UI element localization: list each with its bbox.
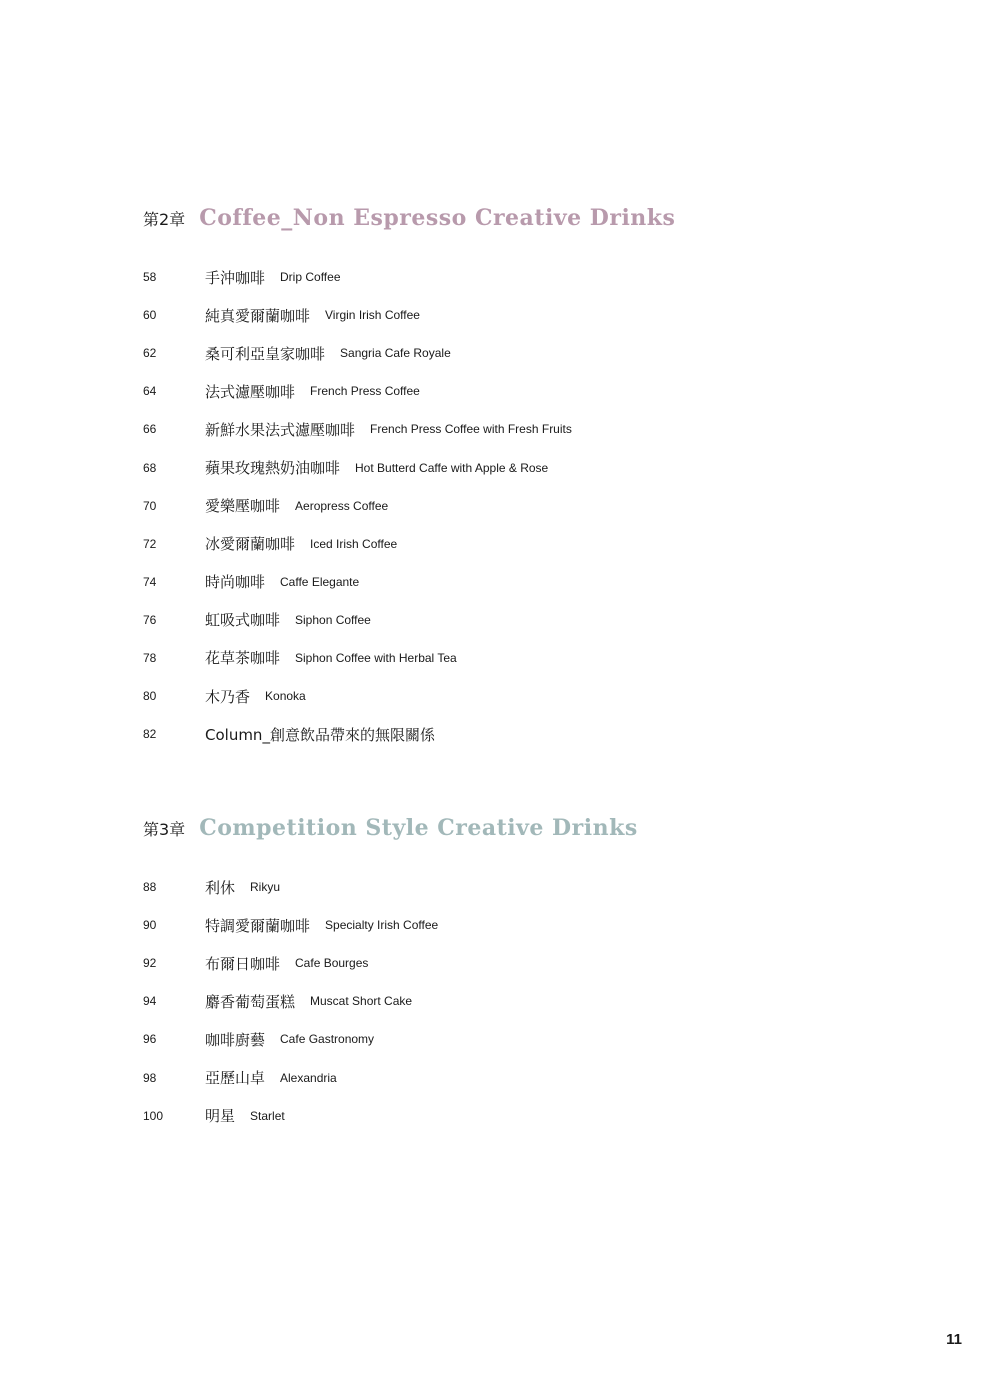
toc-entry-title-zh: 利休 [205,878,236,897]
toc-entry-title-en: French Press Coffee with Fresh Fruits [370,422,572,437]
toc-entry [143,448,943,486]
toc-entry-title-en: Specialty Irish Coffee [325,918,439,933]
toc-entry-title-zh: 明星 [205,1107,236,1126]
toc-entry-title-zh: 冰愛爾蘭咖啡 [205,535,296,554]
toc-entry-title-en: Siphon Coffee with Herbal Tea [295,650,457,665]
chapter-2-title: Coffee_Non Espresso Creative Drinks [199,205,676,231]
toc-entry-title-zh: 木乃香 [205,687,251,706]
toc-entry-title-zh: 特調愛爾蘭咖啡 [205,916,311,935]
toc-entry [143,715,943,753]
toc-entry-page-number: 72 [143,536,157,551]
toc-entry-page-number: 76 [143,612,157,627]
toc-entry-page-number: 82 [143,727,157,742]
toc-entry-page-number: 66 [143,422,157,437]
toc-entry-title-zh: 咖啡廚藝 [205,1030,266,1049]
chapter-3-heading [143,813,943,843]
toc-entry-title-zh: 純真愛爾蘭咖啡 [205,306,311,325]
toc-entry-page-number: 94 [143,994,157,1009]
toc-entry-title-en: Hot Butterd Caffe with Apple & Rose [355,460,549,475]
toc-entry-page-number: 92 [143,956,157,971]
toc-entry [143,982,943,1020]
toc-entry-page-number: 88 [143,880,157,895]
toc-entry [143,296,943,334]
toc-entry-title-en: Rikyu [250,880,281,895]
toc-entry-title-zh: 蘋果玫瑰熱奶油咖啡 [205,459,341,478]
toc-entry-page-number: 60 [143,308,157,323]
toc-entry-title-en: French Press Coffee [310,384,420,399]
toc-entry-title-en: Cafe Gastronomy [280,1032,375,1047]
toc-entry-title-en: Drip Coffee [280,270,341,285]
toc-entry [143,1097,943,1135]
toc-entry-page-number: 68 [143,460,157,475]
toc-entry-title-zh: 法式濾壓咖啡 [205,382,296,401]
toc-entry-page-number: 74 [143,574,157,589]
toc-entry [143,677,943,715]
toc-entry-title-zh: 愛樂壓咖啡 [205,497,281,516]
toc-entry-title-zh: 虹吸式咖啡 [205,611,281,630]
chapter-2-entries [143,258,943,753]
chapter-2-label: 第2章 [143,209,186,229]
toc-entry-page-number: 58 [143,270,157,285]
toc-entry-title-en: Iced Irish Coffee [310,536,398,551]
toc-entry-title-en: Cafe Bourges [295,956,369,971]
toc-entry-page-number: 90 [143,918,157,933]
toc-entry-title-zh: 花草茶咖啡 [205,649,281,668]
toc-entry-page-number: 70 [143,498,157,513]
chapter-2-heading [143,203,943,233]
toc-entry [143,1058,943,1096]
toc-entry-page-number: 62 [143,346,157,361]
toc-entry [143,906,943,944]
chapter-3-title: Competition Style Creative Drinks [199,815,638,841]
toc-entry [143,868,943,906]
toc-entry [143,258,943,296]
toc-entry [143,601,943,639]
toc-entry [143,334,943,372]
toc-entry-title-en: Alexandria [280,1070,337,1085]
toc-entry-title-en: Aeropress Coffee [295,498,389,513]
toc-entry-title-en: Caffe Elegante [280,574,360,589]
toc-entry-title-zh: Column_創意飲品帶來的無限關係 [205,725,435,744]
chapter-3-entries [143,868,943,1135]
chapter-3-section [143,813,943,1135]
toc-entry [143,487,943,525]
toc-entry-title-zh: 布爾日咖啡 [205,954,281,973]
toc-entry-page-number: 64 [143,384,157,399]
toc-entry-title-zh: 麝香葡萄蛋糕 [205,992,296,1011]
toc-entry-title-en: Muscat Short Cake [310,994,413,1009]
toc-entry-page-number: 100 [143,1108,164,1123]
toc-entry-title-zh: 桑可利亞皇家咖啡 [205,344,326,363]
toc-entry [143,639,943,677]
toc-entry [143,944,943,982]
toc-entry-title-zh: 手沖咖啡 [205,268,266,287]
toc-entry-title-en: Starlet [250,1108,285,1123]
toc-entry-page-number: 78 [143,650,157,665]
toc-entry-title-zh: 新鮮水果法式濾壓咖啡 [205,420,356,439]
toc-entry-page-number: 96 [143,1032,157,1047]
toc-entry [143,563,943,601]
toc-entry-title-en: Siphon Coffee [295,612,371,627]
toc-entry [143,410,943,448]
toc-entry-title-en: Konoka [265,689,306,704]
toc-entry-page-number: 98 [143,1070,157,1085]
toc-entry [143,525,943,563]
page-number: 11 [946,1331,962,1348]
toc-entry-title-zh: 時尚咖啡 [205,573,266,592]
toc-entry-title-zh: 亞歷山卓 [205,1069,266,1088]
toc-entry [143,372,943,410]
toc-entry-page-number: 80 [143,689,157,704]
chapter-3-label: 第3章 [143,819,186,839]
chapter-2-section [143,203,943,753]
toc-entry-title-en: Sangria Cafe Royale [340,346,451,361]
toc-entry-title-en: Virgin Irish Coffee [325,308,420,323]
toc-entry [143,1020,943,1058]
